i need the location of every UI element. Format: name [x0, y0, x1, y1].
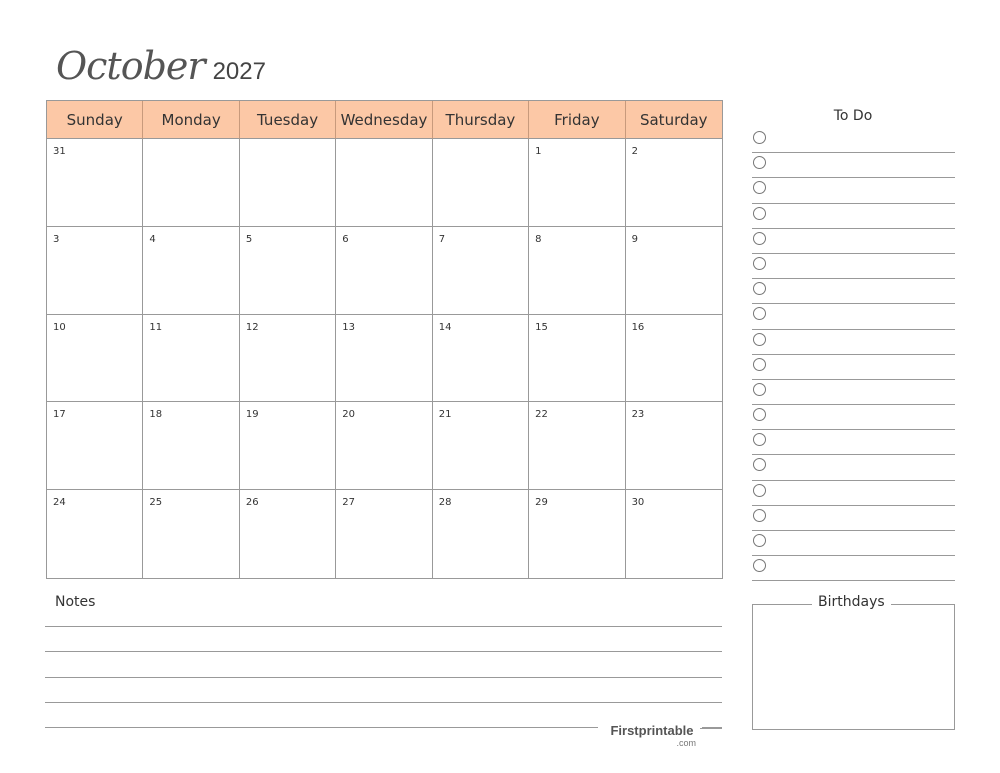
day-number: 21 — [438, 409, 452, 421]
day-number: 17 — [53, 409, 66, 421]
todo-list — [752, 128, 955, 581]
day-cell — [529, 227, 625, 315]
day-cell — [336, 490, 432, 578]
todo-item — [752, 355, 955, 380]
day-number: 10 — [53, 321, 66, 333]
day-number: 20 — [342, 409, 356, 421]
day-number: 4 — [149, 233, 156, 245]
day-cell — [336, 139, 432, 227]
todo-item — [752, 405, 955, 430]
day-number: 5 — [245, 233, 253, 245]
day-number: 22 — [535, 409, 548, 421]
notes-title: Notes — [55, 594, 96, 610]
day-number: 23 — [631, 409, 645, 421]
checkbox-circle-icon — [753, 559, 766, 572]
day-cell — [626, 490, 722, 578]
weekday-header: Sunday — [47, 101, 143, 139]
checkbox-circle-icon — [753, 131, 766, 144]
checkbox-circle-icon — [753, 207, 766, 220]
month-name: October — [56, 44, 205, 88]
day-cell — [47, 227, 143, 315]
weekday-header: Monday — [143, 101, 239, 139]
checkbox-circle-icon — [753, 458, 766, 471]
day-number: 28 — [438, 497, 452, 509]
day-cell — [240, 490, 336, 578]
day-cell — [240, 315, 336, 403]
brand-logo — [602, 720, 702, 748]
day-cell — [433, 227, 529, 315]
day-cell — [433, 402, 529, 490]
day-cell — [143, 490, 239, 578]
todo-item — [752, 153, 955, 178]
day-cell — [433, 490, 529, 578]
todo-item — [752, 304, 955, 329]
day-number: 6 — [342, 233, 349, 245]
todo-item — [752, 531, 955, 556]
todo-item — [752, 380, 955, 405]
checkbox-circle-icon — [753, 509, 766, 522]
notes-line — [45, 677, 722, 702]
todo-item — [752, 254, 955, 279]
checkbox-circle-icon — [753, 484, 766, 497]
day-number: 2 — [631, 146, 638, 157]
day-cell — [336, 402, 432, 490]
todo-item — [752, 204, 955, 229]
day-cell — [529, 139, 625, 227]
calendar-title — [56, 44, 266, 92]
day-number: 15 — [535, 321, 548, 333]
day-cell — [47, 139, 143, 227]
day-number: 14 — [438, 321, 452, 333]
day-number: 16 — [631, 321, 645, 333]
todo-item — [752, 506, 955, 531]
day-number: 25 — [149, 497, 163, 509]
birthdays-title: Birthdays — [812, 594, 891, 610]
day-cell — [240, 139, 336, 227]
todo-item — [752, 178, 955, 203]
todo-item — [752, 481, 955, 506]
day-cell — [143, 402, 239, 490]
brand-name: Firstprintable — [610, 723, 694, 738]
day-number: 26 — [245, 497, 259, 509]
notes-line — [45, 651, 722, 676]
day-cell — [336, 227, 432, 315]
checkbox-circle-icon — [753, 358, 766, 371]
todo-item — [752, 330, 955, 355]
day-number: 24 — [53, 497, 66, 509]
todo-item — [752, 229, 955, 254]
day-number: 30 — [631, 497, 645, 509]
day-cell — [240, 402, 336, 490]
day-number: 9 — [631, 233, 638, 245]
day-number: 8 — [535, 233, 542, 245]
day-cell — [336, 315, 432, 403]
todo-item — [752, 455, 955, 480]
todo-item — [752, 279, 955, 304]
day-number: 11 — [149, 321, 163, 333]
day-cell — [47, 490, 143, 578]
day-number: 12 — [245, 321, 259, 333]
day-cell — [240, 227, 336, 315]
checkbox-circle-icon — [753, 257, 766, 270]
day-cell — [529, 402, 625, 490]
day-cell — [143, 139, 239, 227]
checkbox-circle-icon — [753, 534, 766, 547]
notes-line — [45, 626, 722, 651]
checkbox-circle-icon — [753, 383, 766, 396]
brand-rule — [700, 728, 722, 729]
day-cell — [529, 315, 625, 403]
todo-item — [752, 430, 955, 455]
day-number: 27 — [342, 497, 356, 509]
day-cell — [47, 402, 143, 490]
day-cell — [143, 227, 239, 315]
day-number: 19 — [245, 409, 259, 421]
weekday-header: Thursday — [433, 101, 529, 139]
day-cell — [433, 139, 529, 227]
weekday-header: Wednesday — [336, 101, 432, 139]
month-calendar-grid — [46, 100, 723, 579]
day-number: 13 — [342, 321, 356, 333]
todo-item — [752, 128, 955, 153]
day-number: 31 — [53, 146, 66, 157]
day-number: 29 — [535, 497, 548, 509]
year: 2027 — [212, 58, 266, 85]
checkbox-circle-icon — [753, 282, 766, 295]
day-cell — [47, 315, 143, 403]
checkbox-circle-icon — [753, 307, 766, 320]
day-cell — [529, 490, 625, 578]
checkbox-circle-icon — [753, 181, 766, 194]
brand-domain: .com — [676, 738, 696, 748]
checkbox-circle-icon — [753, 232, 766, 245]
day-cell — [626, 315, 722, 403]
day-number: 1 — [535, 146, 542, 157]
day-number: 3 — [53, 233, 60, 245]
day-cell — [143, 315, 239, 403]
birthdays-box — [752, 604, 955, 730]
day-number: 18 — [149, 409, 163, 421]
day-cell — [626, 402, 722, 490]
day-cell — [626, 139, 722, 227]
todo-title: To Do — [833, 108, 873, 124]
checkbox-circle-icon — [753, 433, 766, 446]
checkbox-circle-icon — [753, 156, 766, 169]
checkbox-circle-icon — [753, 333, 766, 346]
checkbox-circle-icon — [753, 408, 766, 421]
day-cell — [626, 227, 722, 315]
day-cell — [433, 315, 529, 403]
day-number: 7 — [438, 233, 446, 245]
weekday-header: Friday — [529, 101, 625, 139]
weekday-header: Saturday — [626, 101, 722, 139]
weekday-header: Tuesday — [240, 101, 336, 139]
todo-item — [752, 556, 955, 581]
